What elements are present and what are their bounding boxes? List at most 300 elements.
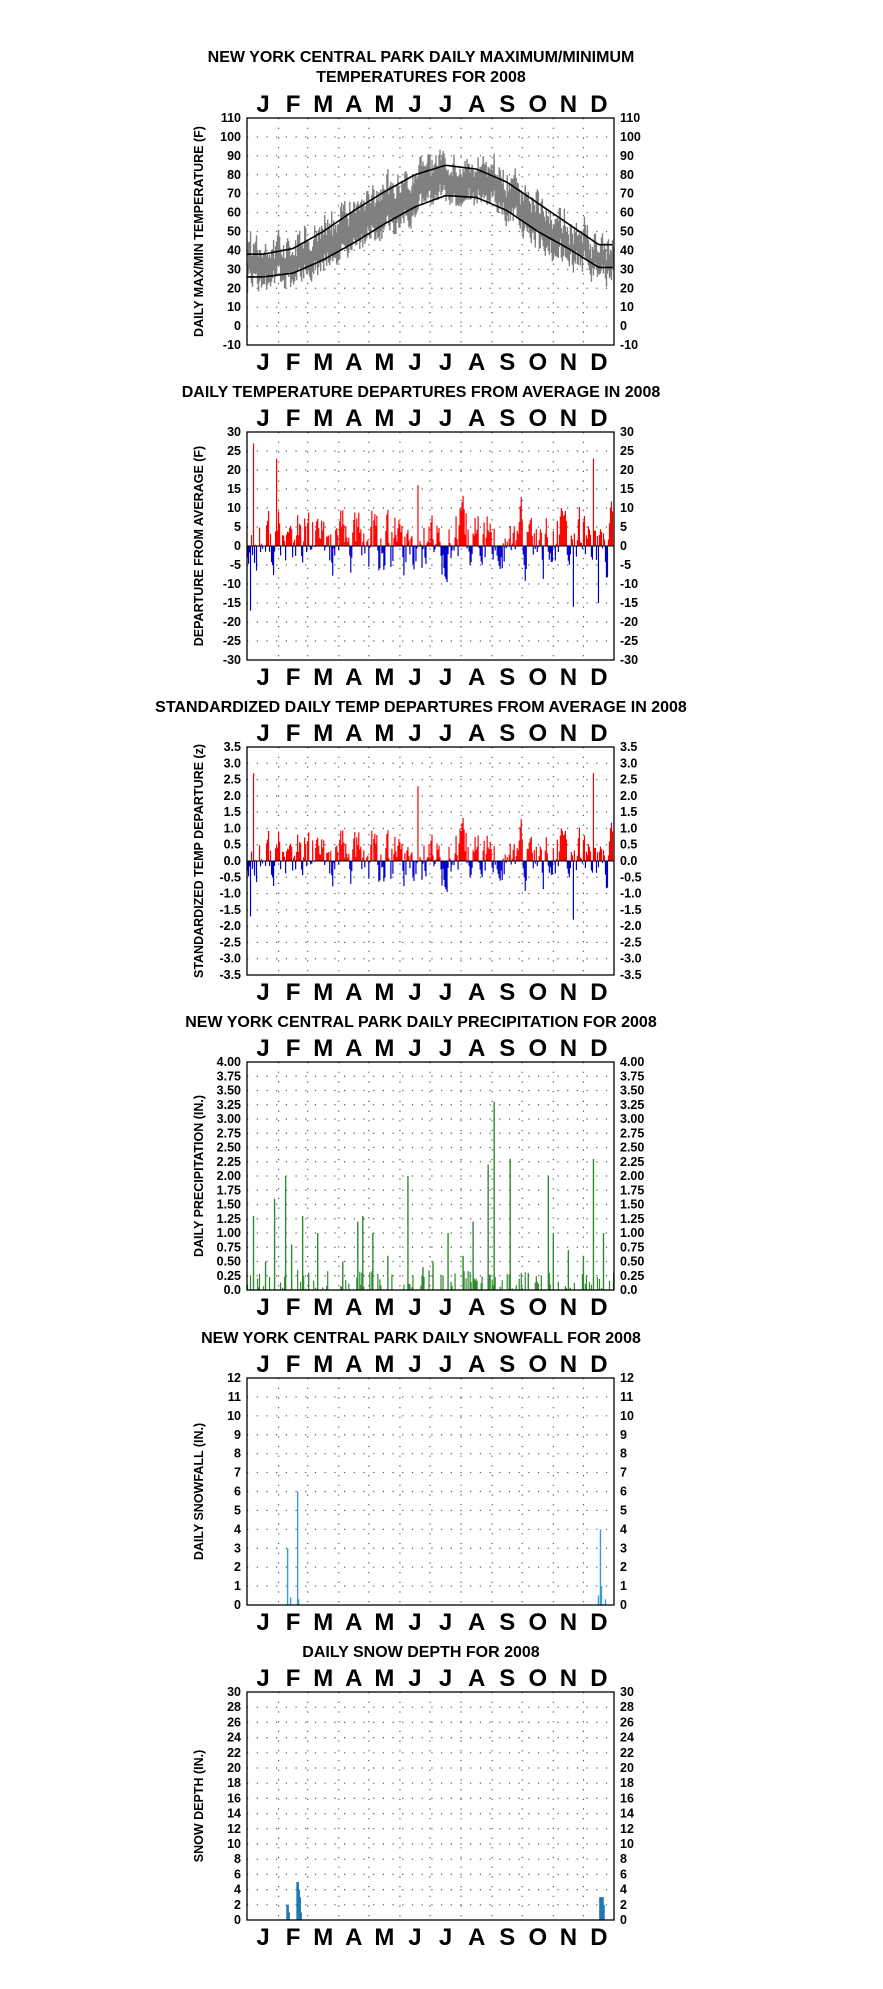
y-tick-right: 2.00	[620, 1169, 645, 1183]
month-label-bottom: M	[313, 979, 334, 1006]
y-axis-label: DAILY MAX/MIN TEMPERATURE (F)	[192, 126, 206, 337]
month-label-top: J	[256, 405, 270, 432]
y-tick-left: 2.50	[216, 1140, 241, 1155]
y-tick-right: 3.25	[620, 1097, 645, 1112]
month-label-top: A	[345, 91, 363, 118]
y-tick-left: 4.00	[216, 1055, 241, 1069]
y-tick-left: -10	[222, 577, 241, 591]
month-label-top: D	[590, 1035, 608, 1062]
month-label-top: A	[345, 1665, 363, 1692]
y-axis-label: DAILY SNOWFALL (IN.)	[192, 1422, 206, 1561]
month-label-top: M	[313, 1035, 334, 1062]
y-tick-right: 1.00	[620, 1226, 645, 1240]
month-label-top: S	[499, 405, 516, 432]
plot-frame	[247, 1378, 614, 1605]
month-label-bottom: F	[285, 1609, 301, 1636]
y-tick-right: -3.5	[620, 968, 642, 982]
y-tick-left: 3.50	[216, 1083, 241, 1098]
y-tick-right: -10	[620, 338, 639, 352]
y-tick-left: 2.00	[216, 1169, 241, 1183]
y-tick-left: 12	[227, 1821, 241, 1836]
month-label-top: S	[499, 720, 516, 747]
y-tick-right: 1.0	[620, 821, 638, 836]
y-tick-left: 2.25	[216, 1154, 241, 1169]
month-label-bottom: J	[256, 1609, 270, 1636]
month-label-top: M	[374, 1665, 395, 1692]
month-label-bottom: A	[345, 664, 363, 691]
month-label-bottom: M	[374, 1294, 395, 1321]
y-tick-left: -5	[229, 558, 241, 572]
month-label-bottom: J	[256, 1294, 270, 1321]
y-tick-left: 8	[234, 1852, 241, 1867]
y-tick-right: 10	[620, 1837, 634, 1851]
month-label-bottom: M	[313, 664, 334, 691]
y-tick-left: 0.0	[223, 1283, 241, 1297]
month-label-bottom: O	[528, 979, 548, 1006]
y-tick-right: 0	[620, 319, 627, 334]
y-tick-right: -1.5	[620, 902, 642, 917]
y-tick-right: -15	[620, 596, 639, 610]
month-label-top: M	[374, 91, 395, 118]
y-tick-right: 0.75	[620, 1240, 645, 1255]
month-label-top: O	[528, 1351, 548, 1378]
month-label-bottom: F	[285, 349, 301, 376]
month-label-bottom: M	[374, 664, 395, 691]
y-tick-right: 60	[620, 205, 634, 220]
month-label-bottom: D	[590, 1609, 608, 1636]
y-tick-right: 26	[620, 1715, 634, 1730]
y-tick-left: 6	[234, 1867, 241, 1882]
month-label-top: O	[528, 1035, 548, 1062]
y-tick-left: 30	[227, 1685, 241, 1699]
y-axis-label: SNOW DEPTH (IN.)	[192, 1749, 206, 1863]
y-tick-left: 2	[234, 1560, 241, 1575]
y-tick-left: -3.5	[219, 968, 241, 982]
y-tick-left: 12	[227, 1371, 241, 1385]
y-tick-right: 2.75	[620, 1126, 645, 1141]
month-label-top: A	[467, 1035, 486, 1062]
y-axis-label: DAILY PRECIPITATION (IN.)	[192, 1094, 206, 1258]
y-tick-right: 15	[620, 482, 634, 496]
y-tick-right: 30	[620, 262, 634, 277]
month-label-top: M	[374, 405, 395, 432]
y-tick-right: 0.50	[620, 1254, 645, 1269]
y-tick-right: -3.0	[620, 951, 642, 966]
y-tick-right: -30	[620, 653, 639, 667]
chart-precip	[185, 1014, 657, 1321]
y-tick-right: 0	[620, 539, 627, 553]
month-label-top: J	[438, 1035, 453, 1062]
month-label-top: A	[345, 405, 363, 432]
y-tick-left: 3.0	[223, 756, 241, 771]
month-label-bottom: S	[499, 664, 516, 691]
y-tick-left: 0	[234, 1913, 241, 1927]
month-label-top: M	[374, 720, 395, 747]
y-tick-left: 16	[227, 1791, 241, 1806]
month-label-top: O	[528, 1665, 548, 1692]
y-tick-left: 3	[234, 1541, 241, 1556]
y-tick-right: 4	[620, 1882, 627, 1897]
month-label-top: J	[408, 1351, 422, 1378]
y-tick-left: -1.0	[219, 886, 241, 901]
y-tick-right: 10	[620, 300, 634, 315]
y-tick-right: 2.25	[620, 1154, 645, 1169]
y-tick-right: 12	[620, 1371, 634, 1385]
month-label-bottom: J	[256, 664, 270, 691]
chart-snowfall	[192, 1330, 641, 1636]
month-label-top: N	[559, 1665, 578, 1692]
y-tick-left: -3.0	[219, 951, 241, 966]
y-tick-left: 11	[227, 1389, 241, 1404]
y-tick-left: 2	[234, 1897, 241, 1912]
y-tick-right: 5	[620, 1503, 627, 1518]
month-label-bottom: A	[467, 349, 486, 376]
month-label-top: N	[559, 405, 578, 432]
y-tick-right: 3.5	[620, 740, 638, 754]
y-tick-left: -0.5	[219, 870, 241, 885]
y-tick-left: 5	[234, 1503, 241, 1518]
month-label-bottom: O	[528, 1294, 548, 1321]
y-tick-right: -2.0	[620, 919, 642, 934]
y-tick-right: 20	[620, 1761, 634, 1775]
y-tick-right: 1.5	[620, 805, 638, 820]
y-tick-right: 7	[620, 1465, 627, 1480]
month-label-top: M	[313, 1665, 334, 1692]
y-tick-left: 10	[227, 1408, 241, 1423]
month-label-bottom: J	[256, 979, 270, 1006]
month-label-top: M	[313, 1351, 334, 1378]
month-label-top: A	[345, 1035, 363, 1062]
month-label-top: J	[408, 405, 422, 432]
chart-title: TEMPERATURES FOR 2008	[316, 69, 526, 86]
y-tick-left: 8	[234, 1446, 241, 1461]
y-tick-right: 9	[620, 1427, 627, 1442]
month-label-top: F	[285, 1035, 301, 1062]
chart-snowdepth	[192, 1644, 634, 1951]
month-label-top: J	[256, 1035, 270, 1062]
month-label-top: J	[408, 1035, 422, 1062]
month-label-top: A	[467, 1351, 486, 1378]
y-tick-right: 5	[620, 520, 627, 534]
month-label-bottom: N	[559, 664, 578, 691]
y-tick-right: 100	[620, 129, 641, 144]
y-tick-right: -20	[620, 615, 639, 629]
month-label-bottom: F	[285, 664, 301, 691]
y-tick-right: -1.0	[620, 886, 642, 901]
y-tick-right: -0.5	[620, 870, 642, 885]
month-label-bottom: O	[528, 1924, 548, 1951]
y-tick-left: 1.5	[223, 805, 241, 820]
month-label-bottom: M	[374, 979, 395, 1006]
month-label-bottom: J	[438, 979, 453, 1006]
month-label-bottom: A	[467, 1294, 486, 1321]
month-label-bottom: J	[408, 979, 422, 1006]
y-tick-right: 14	[620, 1806, 634, 1821]
month-label-top: M	[313, 91, 334, 118]
y-tick-left: 1.00	[216, 1226, 241, 1240]
y-tick-right: -25	[620, 634, 639, 648]
month-label-top: J	[438, 1665, 453, 1692]
month-label-bottom: J	[408, 349, 422, 376]
y-tick-left: 20	[227, 463, 241, 477]
month-label-bottom: J	[256, 1924, 270, 1951]
month-label-bottom: S	[499, 1609, 516, 1636]
y-tick-left: 50	[227, 224, 241, 239]
y-tick-right: 1.25	[620, 1211, 645, 1226]
y-tick-right: 90	[620, 148, 634, 163]
y-tick-right: 4.00	[620, 1055, 645, 1069]
y-tick-left: 1	[234, 1579, 241, 1594]
y-tick-left: 2.75	[216, 1126, 241, 1141]
y-tick-right: 20	[620, 281, 634, 296]
y-tick-right: 6	[620, 1484, 627, 1499]
month-label-top: F	[285, 1665, 301, 1692]
y-tick-right: 20	[620, 463, 634, 477]
month-label-bottom: J	[408, 1609, 422, 1636]
y-tick-right: 4	[620, 1522, 627, 1537]
month-label-top: J	[408, 720, 422, 747]
month-label-bottom: D	[590, 349, 608, 376]
month-label-bottom: D	[590, 979, 608, 1006]
y-tick-right: 11	[620, 1389, 634, 1404]
y-tick-right: 10	[620, 501, 634, 515]
y-tick-left: 80	[227, 167, 241, 182]
month-label-top: D	[590, 720, 608, 747]
y-tick-left: 0	[234, 539, 241, 553]
month-label-top: J	[438, 91, 453, 118]
month-label-bottom: M	[374, 1609, 395, 1636]
y-tick-right: 2.50	[620, 1140, 645, 1155]
y-tick-right: 12	[620, 1821, 634, 1836]
month-label-bottom: N	[559, 1924, 578, 1951]
y-tick-left: -15	[222, 596, 241, 610]
y-tick-right: 70	[620, 186, 634, 201]
y-tick-left: -2.0	[219, 919, 241, 934]
y-tick-right: 1.50	[620, 1197, 645, 1212]
month-label-bottom: M	[313, 349, 334, 376]
y-tick-right: 2.0	[620, 788, 638, 803]
y-tick-right: 8	[620, 1446, 627, 1461]
month-label-bottom: S	[499, 1924, 516, 1951]
y-tick-right: 50	[620, 224, 634, 239]
month-label-top: A	[345, 720, 363, 747]
y-tick-left: 1.50	[216, 1197, 241, 1212]
y-tick-left: 20	[227, 281, 241, 296]
month-label-bottom: A	[345, 979, 363, 1006]
y-tick-left: 60	[227, 205, 241, 220]
month-label-bottom: S	[499, 1294, 516, 1321]
month-label-top: O	[528, 405, 548, 432]
month-label-bottom: S	[499, 349, 516, 376]
y-tick-left: -20	[222, 615, 241, 629]
y-tick-right: 25	[620, 444, 634, 458]
y-tick-left: 0.5	[223, 837, 241, 852]
month-label-bottom: J	[438, 1294, 453, 1321]
month-label-top: N	[559, 91, 578, 118]
y-tick-left: 40	[227, 243, 241, 258]
y-tick-left: -1.5	[219, 902, 241, 917]
month-label-top: D	[590, 1665, 608, 1692]
y-tick-left: 9	[234, 1427, 241, 1442]
month-label-top: S	[499, 1035, 516, 1062]
y-tick-right: 28	[620, 1700, 634, 1715]
y-tick-right: 3.00	[620, 1112, 645, 1126]
month-label-bottom: M	[313, 1609, 334, 1636]
y-tick-right: 8	[620, 1852, 627, 1867]
y-tick-right: 2	[620, 1897, 627, 1912]
y-tick-left: 30	[227, 425, 241, 439]
y-tick-left: 6	[234, 1484, 241, 1499]
month-label-bottom: O	[528, 349, 548, 376]
month-label-top: J	[256, 91, 270, 118]
month-label-bottom: A	[467, 1609, 486, 1636]
month-label-top: D	[590, 405, 608, 432]
month-label-top: O	[528, 91, 548, 118]
month-label-bottom: J	[438, 1924, 453, 1951]
y-tick-left: 2.0	[223, 788, 241, 803]
month-label-top: S	[499, 1665, 516, 1692]
month-label-top: D	[590, 91, 608, 118]
y-tick-left: 0.25	[216, 1268, 241, 1283]
y-tick-left: 22	[227, 1745, 241, 1760]
y-tick-left: 4	[234, 1522, 241, 1537]
y-tick-right: 80	[620, 167, 634, 182]
month-label-top: J	[438, 1351, 453, 1378]
y-tick-right: -5	[620, 558, 632, 572]
y-tick-right: 0	[620, 1598, 627, 1612]
y-tick-right: 10	[620, 1408, 634, 1423]
month-label-bottom: F	[285, 1924, 301, 1951]
y-tick-right: 30	[620, 1685, 634, 1699]
month-label-top: F	[285, 405, 301, 432]
month-label-top: D	[590, 1351, 608, 1378]
month-label-top: S	[499, 91, 516, 118]
chart-title: DAILY TEMPERATURE DEPARTURES FROM AVERAGE IN 2008	[181, 384, 661, 401]
plot-frame	[247, 1692, 614, 1920]
y-tick-left: 14	[227, 1806, 241, 1821]
chart-standardized	[155, 699, 687, 1006]
y-tick-left: 3.25	[216, 1097, 241, 1112]
month-label-top: A	[345, 1351, 363, 1378]
y-tick-right: 3.75	[620, 1069, 645, 1084]
chart-title: NEW YORK CENTRAL PARK DAILY SNOWFALL FOR 2008	[201, 1330, 641, 1347]
y-tick-left: 3.5	[223, 740, 241, 754]
y-tick-left: 3.00	[216, 1112, 241, 1126]
y-tick-left: 10	[227, 501, 241, 515]
month-label-top: A	[467, 720, 486, 747]
month-label-bottom: J	[408, 1294, 422, 1321]
y-tick-left: -2.5	[219, 935, 241, 950]
month-label-bottom: D	[590, 664, 608, 691]
month-label-top: J	[256, 720, 270, 747]
month-label-top: A	[467, 1665, 486, 1692]
y-tick-right: 0.0	[620, 854, 638, 868]
y-tick-left: 0.0	[223, 854, 241, 868]
month-label-bottom: J	[256, 349, 270, 376]
y-tick-right: 2.5	[620, 772, 638, 787]
y-tick-left: -25	[222, 634, 241, 648]
y-tick-left: 110	[220, 111, 241, 125]
y-tick-right: 1	[620, 1579, 627, 1594]
month-label-bottom: M	[313, 1294, 334, 1321]
month-label-bottom: F	[285, 1294, 301, 1321]
month-label-bottom: M	[313, 1924, 334, 1951]
month-label-top: M	[374, 1351, 395, 1378]
month-label-bottom: O	[528, 1609, 548, 1636]
month-label-bottom: S	[499, 979, 516, 1006]
y-tick-right: 3	[620, 1541, 627, 1556]
y-tick-right: 0.25	[620, 1268, 645, 1283]
month-label-bottom: M	[374, 1924, 395, 1951]
y-tick-right: 3.0	[620, 756, 638, 771]
month-label-top: A	[467, 405, 486, 432]
month-label-top: O	[528, 720, 548, 747]
y-tick-left: 10	[227, 300, 241, 315]
y-tick-right: 40	[620, 243, 634, 258]
month-label-bottom: M	[374, 349, 395, 376]
month-label-top: S	[499, 1351, 516, 1378]
y-tick-right: 6	[620, 1867, 627, 1882]
month-label-bottom: J	[438, 664, 453, 691]
month-label-bottom: N	[559, 1609, 578, 1636]
month-label-bottom: J	[438, 349, 453, 376]
y-tick-left: 4	[234, 1882, 241, 1897]
month-label-bottom: A	[467, 979, 486, 1006]
month-label-top: F	[285, 91, 301, 118]
month-label-top: N	[559, 720, 578, 747]
y-tick-right: 0.5	[620, 837, 638, 852]
y-axis-label: DEPARTURE FROM AVERAGE (F)	[192, 445, 206, 647]
y-tick-left: 18	[227, 1776, 241, 1791]
month-label-bottom: F	[285, 979, 301, 1006]
y-tick-left: 28	[227, 1700, 241, 1715]
y-tick-right: -10	[620, 577, 639, 591]
y-tick-left: 2.5	[223, 772, 241, 787]
y-tick-left: 26	[227, 1715, 241, 1730]
y-tick-right: 1.75	[620, 1183, 645, 1198]
month-label-top: M	[374, 1035, 395, 1062]
month-label-top: F	[285, 720, 301, 747]
month-label-bottom: J	[408, 1924, 422, 1951]
month-label-bottom: A	[345, 1294, 363, 1321]
month-label-top: N	[559, 1351, 578, 1378]
month-label-bottom: A	[467, 664, 486, 691]
month-label-top: J	[438, 405, 453, 432]
month-label-top: M	[313, 405, 334, 432]
y-tick-right: 110	[620, 111, 641, 125]
y-tick-left: 5	[234, 520, 241, 534]
y-tick-left: 1.25	[216, 1211, 241, 1226]
y-tick-right: -2.5	[620, 935, 642, 950]
month-label-top: M	[313, 720, 334, 747]
month-label-bottom: D	[590, 1924, 608, 1951]
y-tick-left: 0.50	[216, 1254, 241, 1269]
month-label-top: J	[256, 1665, 270, 1692]
month-label-bottom: D	[590, 1294, 608, 1321]
y-tick-left: 70	[227, 186, 241, 201]
month-label-bottom: A	[467, 1924, 486, 1951]
chart-title: STANDARDIZED DAILY TEMP DEPARTURES FROM AVERAGE IN 2008	[155, 699, 687, 716]
month-label-bottom: J	[408, 664, 422, 691]
y-tick-right: 22	[620, 1745, 634, 1760]
month-label-top: J	[408, 1665, 422, 1692]
month-label-top: J	[256, 1351, 270, 1378]
month-label-bottom: N	[559, 349, 578, 376]
y-tick-left: 3.75	[216, 1069, 241, 1084]
chart-title: NEW YORK CENTRAL PARK DAILY PRECIPITATION FOR 2008	[185, 1014, 657, 1031]
y-tick-left: -10	[222, 338, 241, 352]
month-label-bottom: O	[528, 664, 548, 691]
